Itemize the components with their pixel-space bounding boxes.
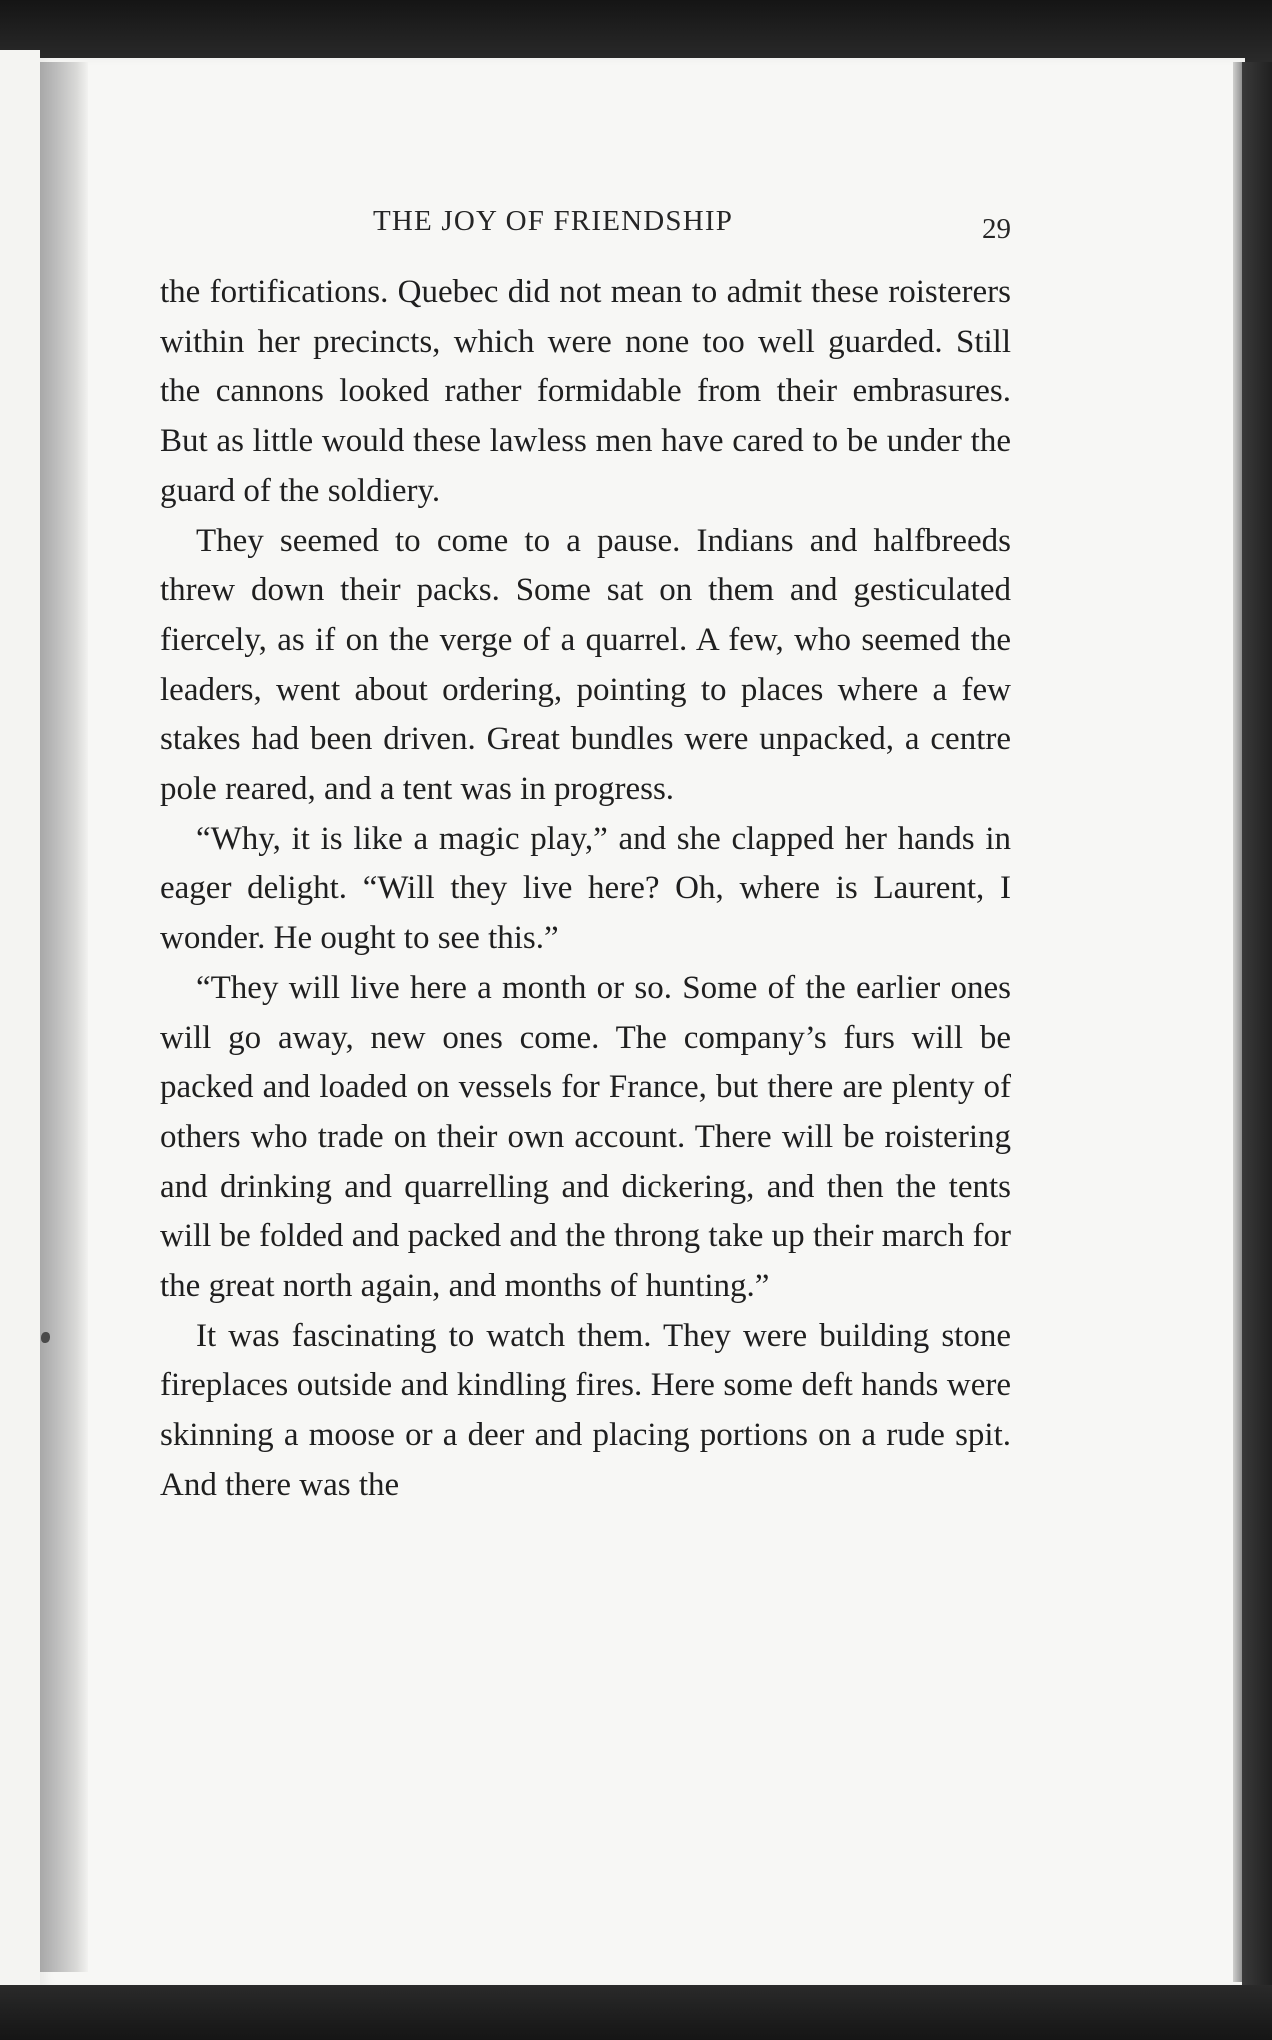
scan-border-top xyxy=(0,0,1272,62)
running-head: THE JOY OF FRIENDSHIP xyxy=(373,205,734,237)
page-gutter-shadow xyxy=(40,62,88,1972)
scan-border-right xyxy=(1242,62,1272,1985)
paragraph: It was fascinating to watch them. They were building stone fireplaces outside and kindling fires. Here some deft hands were skinning a moose or a deer and placing portions on a rude spit. And there was the xyxy=(160,1317,1011,1503)
paragraph-continued: the fortifications. Quebec did not mean to admit these roisterers within her precincts, which were none too well guarded. Still the cannons looked rather formidable from their embrasures. But as little would these lawless men have cared to be under the guard of the soldiery. xyxy=(160,274,1011,509)
paragraph: “Why, it is like a magic play,” and she clapped her hands in eager delight. “Will they live here? Oh, where is Laurent, I wonder. He ought to see this.” xyxy=(160,820,1011,957)
page-number: 29 xyxy=(982,213,1011,245)
paragraph: They seemed to come to a pause. Indians and halfbreeds threw down their packs. Some sat on them and gesticulated fiercely, as if on the verge of a quarrel. A few, who seemed the leaders, went about ordering, pointing to places where a few stakes had been driven. Great bundles were unpacked, a centre pole reared, and a tent was in progress. xyxy=(160,522,1011,808)
ink-speck xyxy=(41,1332,50,1343)
body-text xyxy=(160,268,1011,1511)
scan-border-bottom xyxy=(0,1985,1272,2040)
paragraph: “They will live here a month or so. Some of the earlier ones will go away, new ones come. The company’s furs will be packed and loaded on vessels for France, but there are plenty of others who trade on their own account. There will be roistering and drinking and quarrelling and dickering, and then the tents will be folded and packed and the throng take up their march for the great north again, and months of hunting.” xyxy=(160,969,1011,1305)
page-header xyxy=(160,205,1020,255)
scan-border-left xyxy=(0,50,40,1985)
